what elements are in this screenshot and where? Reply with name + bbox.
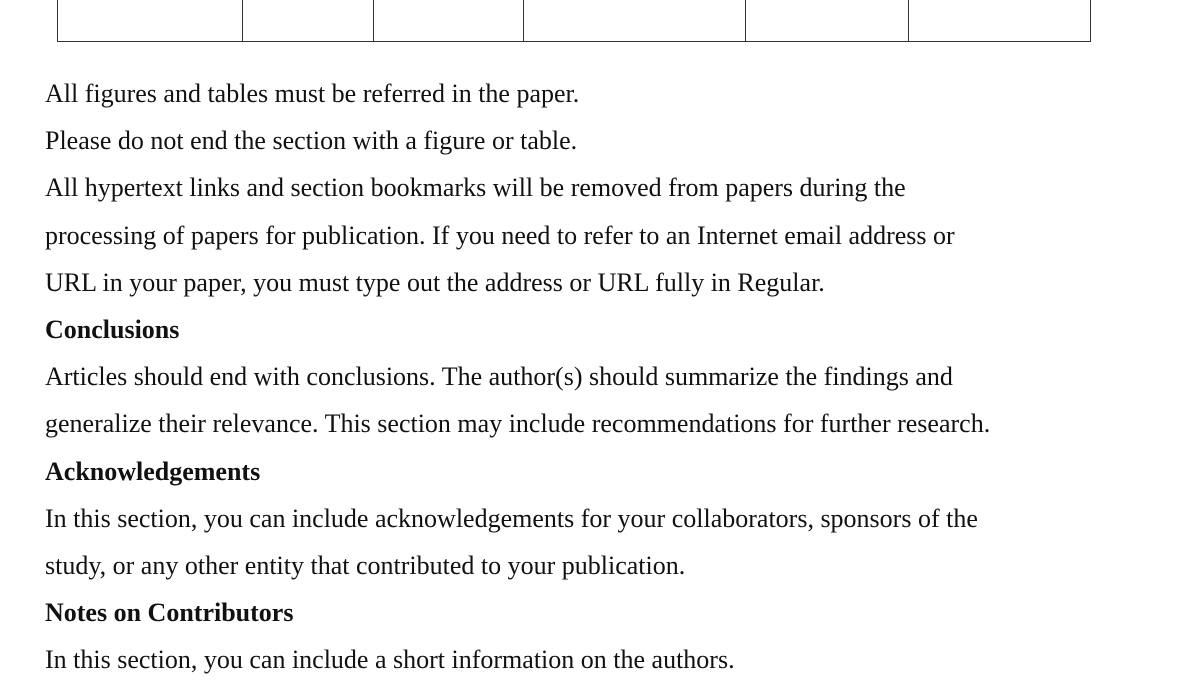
acknowledgements-text-line: In this section, you can include acknowledgements for your collaborators, sponsors of the <box>45 503 978 533</box>
contributors-heading: Notes on Contributors <box>45 598 294 628</box>
paragraph-links-line: URL in your paper, you must type out the address or URL fully in Regular. <box>45 267 825 297</box>
paragraph-figures-referred: All figures and tables must be referred in the paper. <box>45 79 580 108</box>
document-body <box>45 70 1165 683</box>
paragraph-section-end: Please do not end the section with a figure or table. <box>45 126 578 156</box>
contributors-text-line: In this section, you can include a short information on the authors. <box>45 645 735 675</box>
table-bottom-edge <box>57 0 1091 42</box>
paragraph-links-line: processing of papers for publication. If you need to refer to an Internet email address or <box>45 220 955 250</box>
conclusions-text-line: Articles should end with conclusions. The author(s) should summarize the findings and <box>45 362 953 392</box>
table-column-divider <box>523 0 524 41</box>
table-column-divider <box>373 0 374 41</box>
paragraph-links-line: All hypertext links and section bookmarks will be removed from papers during the <box>45 173 906 203</box>
table-column-divider <box>745 0 746 41</box>
table-column-divider <box>242 0 243 41</box>
conclusions-text-line: generalize their relevance. This section may include recommendations for further research. <box>45 409 991 439</box>
acknowledgements-text-line: study, or any other entity that contributed to your publication. <box>45 550 686 580</box>
table-column-divider <box>908 0 909 41</box>
conclusions-heading: Conclusions <box>45 314 180 344</box>
acknowledgements-heading: Acknowledgements <box>45 456 261 486</box>
